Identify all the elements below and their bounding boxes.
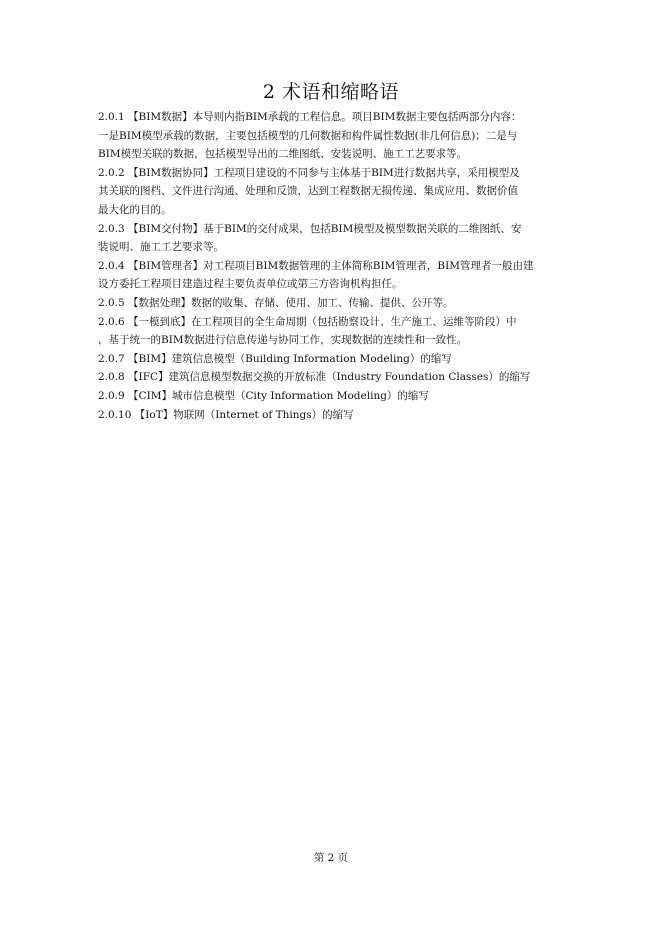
text-line: 2.0.5 【数据处理】数据的收集、存储、使用、加工、传输、提供、公开等。 bbox=[98, 296, 454, 309]
text-line: 设方委托工程项目建造过程主要负责单位或第三方咨询机构担任。 bbox=[98, 278, 403, 291]
text-line: 2.0.8 【IFC】建筑信息模型数据交换的开放标准（Industry Foundation Classes）的缩写 bbox=[98, 371, 531, 384]
text-line: 2.0.3 【BIM交付物】基于BIM的交付成果，包括BIM模型及模型数据关联的二维图纸、安 bbox=[98, 222, 522, 235]
term-entry-2-0-6 bbox=[98, 313, 564, 350]
term-entry-2-0-4 bbox=[98, 257, 564, 294]
text-line: ，基于统一的BIM数据进行信息传递与协同工作，实现数据的连续性和一致性。 bbox=[98, 334, 468, 347]
page-number: 第 2 页 bbox=[313, 852, 349, 864]
text-line: 2.0.9 【CIM】城市信息模型（City Information Modeling）的缩写 bbox=[98, 389, 429, 402]
term-entry-2-0-3 bbox=[98, 220, 564, 257]
section-title: 2 术语和缩略语 bbox=[262, 81, 400, 103]
term-entry-2-0-2 bbox=[98, 164, 564, 220]
text-line: 2.0.2 【BIM数据协同】工程项目建设的不同参与主体基于BIM进行数据共享，采用模型及 bbox=[98, 166, 520, 179]
term-entry-2-0-7 bbox=[98, 350, 564, 369]
text-line: 2.0.6 【一模到底】在工程项目的全生命周期（包括勘察设计、生产施工、运维等阶段）中 bbox=[98, 315, 517, 328]
text-line: 2.0.1 【BIM数据】本导则内指BIM承载的工程信息。项目BIM数据主要包括两部分内容： bbox=[98, 111, 522, 123]
term-entry-2-0-10 bbox=[98, 406, 564, 425]
text-line: 2.0.10 【IoT】物联网（Internet of Things）的缩写 bbox=[98, 408, 354, 421]
text-line: 装说明、施工工艺要求等。 bbox=[98, 241, 224, 254]
text-line: BIM模型关联的数据，包括模型导出的二维图纸、安装说明、施工工艺要求等。 bbox=[98, 148, 468, 161]
text-line: 一是BIM模型承载的数据，主要包括模型的几何数据和构件属性数据(非几何信息)；二是与 bbox=[98, 129, 518, 142]
term-entry-2-0-1 bbox=[98, 108, 564, 164]
text-line: 2.0.4 【BIM管理者】对工程项目BIM数据管理的主体简称BIM管理者，BIM管理者一般由建 bbox=[98, 259, 534, 272]
term-entry-2-0-9 bbox=[98, 387, 564, 406]
terms-list bbox=[98, 108, 564, 424]
term-entry-2-0-5 bbox=[98, 294, 564, 313]
text-line: 其关联的图档、文件进行沟通、处理和反馈，达到工程数据无损传递、集成应用、数据价值 bbox=[98, 185, 518, 198]
term-entry-2-0-8 bbox=[98, 368, 564, 387]
text-line: 2.0.7 【BIM】建筑信息模型（Building Information Modeling）的缩写 bbox=[98, 352, 452, 365]
text-line: 最大化的目的。 bbox=[98, 203, 172, 216]
